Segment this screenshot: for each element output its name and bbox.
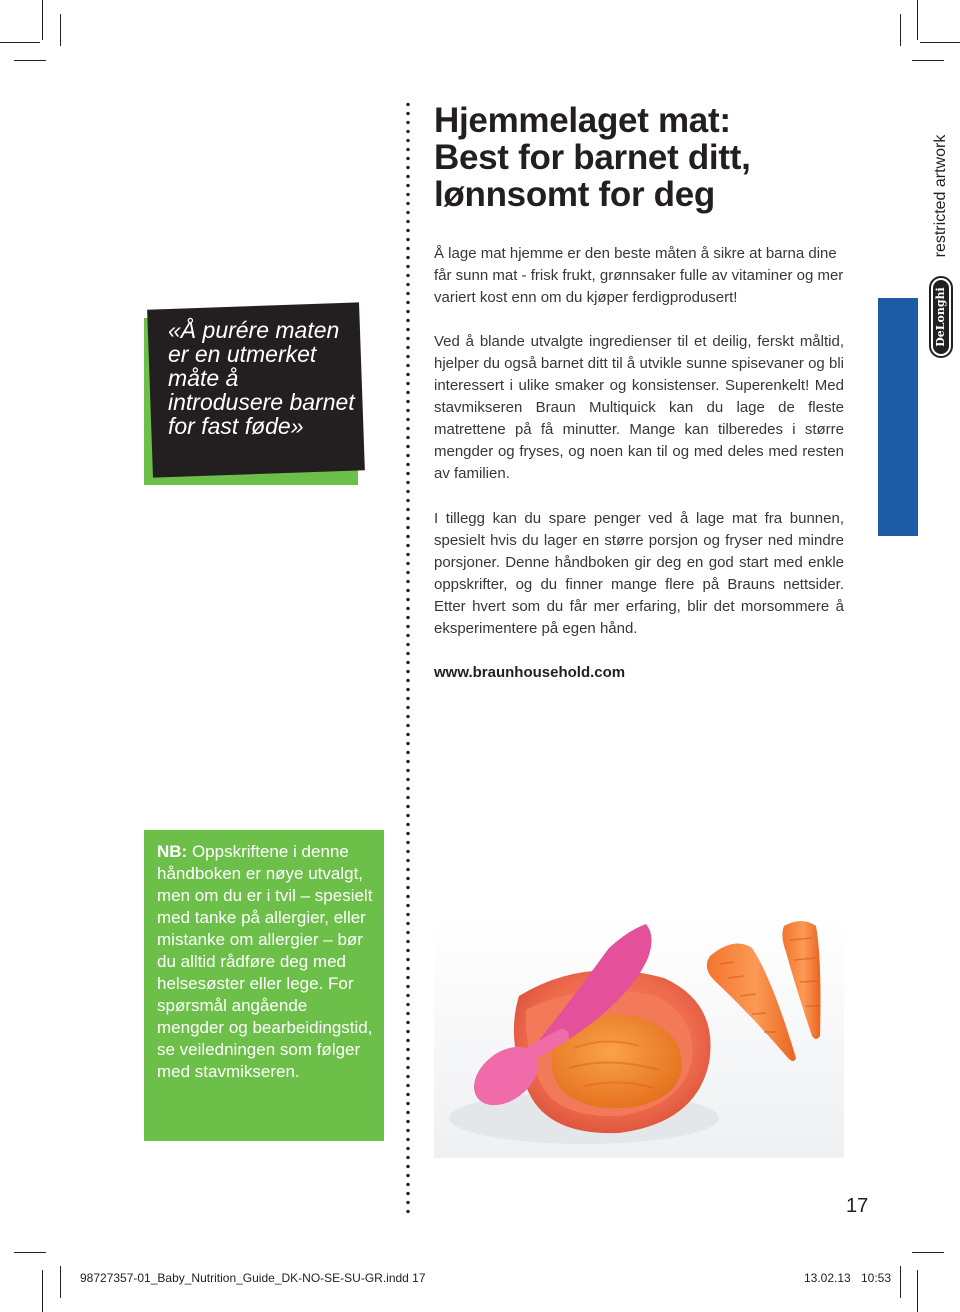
body-paragraph: Ved å blande utvalgte ingredienser til et deilig, ferskt måltid, hjelper du også barnet ditt til å utvikle sunne spisevaner og bli interessert i ulike smaker og konsistenser. Superenkelt! Med stavmikseren Braun Multiquick kan du lage de fleste matrettene på få minutter. Mange kan tilberedes i større mengder og fryses, og noen kan til og med deles med resten av familien. <box>434 333 844 482</box>
crop-mark <box>42 1270 43 1312</box>
svg-text:DeLonghi: DeLonghi <box>934 287 947 347</box>
note-label: NB: <box>157 842 188 861</box>
page-number: 17 <box>846 1195 869 1217</box>
crop-mark <box>920 42 960 43</box>
crop-mark <box>60 14 61 46</box>
footer-time: 10:53 <box>861 1271 892 1285</box>
crop-mark <box>0 42 40 43</box>
crop-mark <box>42 0 43 40</box>
crop-mark <box>60 1266 61 1298</box>
crop-mark <box>900 1266 901 1298</box>
footer-filename: 98727357-01_Baby_Nutrition_Guide_DK-NO-SE-SU-GR.indd 17 <box>80 1271 426 1285</box>
footer-date: 13.02.13 <box>804 1271 851 1285</box>
crop-mark <box>912 1252 944 1253</box>
pull-quote: «Å purére maten er en utmerket måte å introdusere barnet for fast føde» <box>168 317 355 439</box>
dotted-divider <box>405 100 411 1215</box>
website-link[interactable]: www.braunhousehold.com <box>434 664 626 681</box>
title-line: Hjemmelaget mat: <box>434 101 731 140</box>
crop-mark <box>14 60 46 61</box>
note-text <box>157 841 377 1083</box>
title-line: Best for barnet ditt, <box>434 138 751 177</box>
restricted-artwork-label: restricted artwork <box>932 134 949 258</box>
title-line: lønnsomt for deg <box>434 175 716 214</box>
page-title <box>434 102 834 213</box>
body-paragraph: Å lage mat hjemme er den beste måten å sikre at barna dine får sunn mat - frisk frukt, grønnsaker fulle av vitaminer og mer variert kost enn om du kjøper ferdigprodusert! <box>434 245 844 306</box>
baby-food-photo <box>434 918 844 1158</box>
blue-side-bar <box>878 298 918 536</box>
note-body: Oppskriftene i denne håndboken er nøye utvalgt, men om du er i tvil – spesielt med tanke på allergier, eller mistanke om allergier – bør du alltid rådføre deg med helsesøster eller lege. For spørsmål angående mengder og bearbeidingstid, se veiledningen som følger med stavmikseren. <box>157 842 373 1081</box>
crop-mark <box>900 14 901 46</box>
crop-mark <box>14 1252 46 1253</box>
delonghi-logo <box>928 276 954 358</box>
crop-mark <box>912 60 944 61</box>
crop-mark <box>917 1270 918 1312</box>
crop-mark <box>917 0 918 40</box>
body-paragraph: I tillegg kan du spare penger ved å lage mat fra bunnen, spesielt hvis du lager en større porsjon og fryser ned mindre porsjoner. Denne håndboken gir deg en god start med enkle oppskrifter, og du finner mange flere på Brauns nettsider. Etter hvert som du får mer erfaring, blir det morsommere å eksperimentere på egen hånd. <box>434 510 844 637</box>
